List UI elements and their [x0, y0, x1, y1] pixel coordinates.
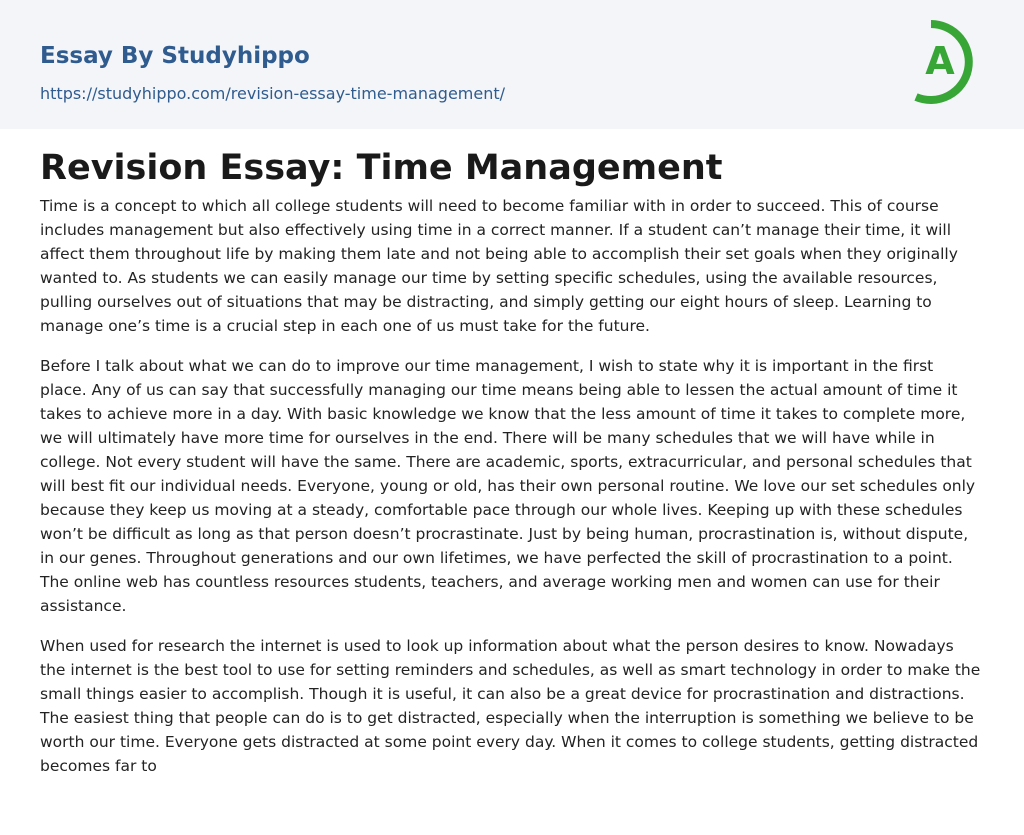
brand-title[interactable]: Essay By Studyhippo: [40, 43, 310, 69]
essay-paragraph-1: Time is a concept to which all college students will need to become familiar with in order to succeed. This of course includes management but also effectively using time in a correct manner. If a student can’t manage their time, it will affect them throughout life by making them late and not being able to accomplish their set goals when they originally wanted to. As students we can easily manage our time by setting specific schedules, using the available resources, pulling ourselves out of situations that may be distracting, and simply getting our eight hours of sleep. Learning to manage one’s time is a crucial step in each one of us must take for the future.: [40, 197, 958, 335]
essay-paragraph-2: Before I talk about what we can do to improve our time management, I wish to state why it is important in the first place. Any of us can say that successfully managing our time means being able to lessen the actual amount of time it takes to achieve more in a day. With basic knowledge we know that the less amount of time it takes to complete more, we will ultimately have more time for ourselves in the end. There will be many schedules that we will have while in college. Not every student will have the same. There are academic, sports, extracurricular, and personal schedules that will best fit our individual needs. Everyone, young or old, has their own personal routine. We love our set schedules only because they keep us moving at a steady, comfortable pace through our whole lives. Keeping up with these schedules won’t be difficult as long as that person doesn’t procrastinate. Just by being human, procrastination is, without dispute, in our genes. Throughout generations and our own lifetimes, we have perfected the skill of procrastination to a point. The online web has countless resources students, teachers, and average working men and women can use for their assistance.: [40, 357, 976, 615]
studyhippo-logo-icon[interactable]: [902, 16, 992, 106]
header: [0, 0, 1024, 129]
source-url-link[interactable]: https://studyhippo.com/revision-essay-time-management/: [40, 84, 506, 103]
essay-content: [0, 147, 1024, 778]
logo-letter: A: [925, 39, 955, 83]
essay-title: Revision Essay: Time Management: [40, 148, 723, 188]
essay-paragraph-3: When used for research the internet is used to look up information about what the person desires to know. Nowadays the internet is the best tool to use for setting reminders and schedules, as well as smart technology in order to make the small things easier to accomplish. Though it is useful, it can also be a great device for procrastination and distractions. The easiest thing that people can do is to get distracted, especially when the interruption is something we believe to be worth our time. Everyone gets distracted at some point every day. When it comes to college students, getting distracted becomes far to: [40, 637, 981, 775]
